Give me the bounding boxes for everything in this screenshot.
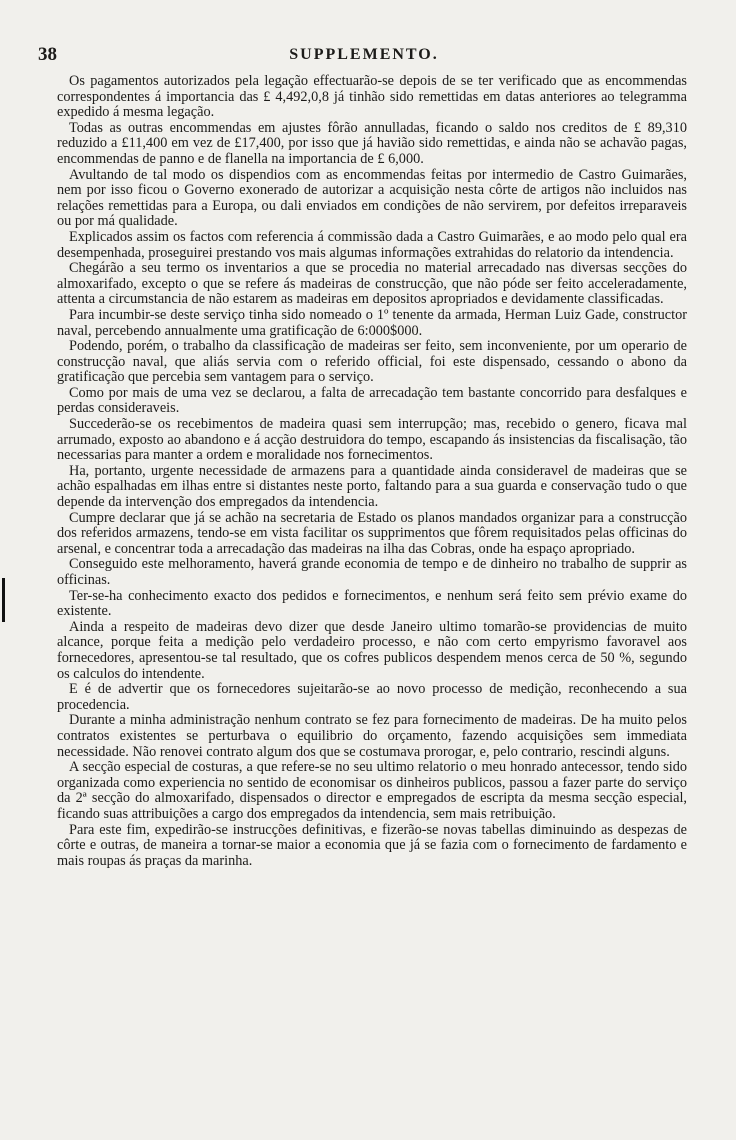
- paragraph: Todas as outras encommendas em ajustes fôrão annulladas, ficando o saldo nos creditos de £ 89,310 reduzido a £11,400 em vez de £17,400, por isso que já havião sido remettidas, e ainda não se achavão pagas, encommendas de panno e de flanella na importancia de £ 6,000.: [57, 119, 687, 167]
- paragraph: Succederão-se os recebimentos de madeira quasi sem interrupção; mas, recebido o genero, ficava mal arrumado, exposto ao abandono e á acção destruidora do tempo, escapando ás insistencias da fiscalisação, tão necessarias para manter a ordem e moralidade nos fornecimentos.: [57, 416, 687, 464]
- paragraph: Chegárão a seu termo os inventarios a que se procedia no material arrecadado nas diversas secções do almoxarifado, excepto o que se refere ás madeiras de construcção, que não póde ser feito acceleradamente, attenta a circumstancia de não estarem as madeiras em depositos apropriados e devidamente classificadas.: [57, 260, 687, 308]
- paragraph: Avultando de tal modo os dispendios com as encommendas feitas por intermedio de Castro Guimarães, nem por isso ficou o Governo exonerado de autorizar a acquisição nesta côrte de artigos não incluidos nas relações remettidas para a Europa, ou dali enviados em condições de não servirem, por defeitos irreparaveis ou por má qualidade.: [57, 166, 687, 230]
- body-text: [57, 74, 687, 869]
- paragraph: Ha, portanto, urgente necessidade de armazens para a quantidade ainda consideravel de madeiras que se achão espalhadas em ilhas entre si distantes neste porto, faltando para a sua guarda e conservação tudo o que depende da intervenção dos empregados da intendencia.: [57, 462, 687, 511]
- paragraph: Durante a minha administração nenhum contrato se fez para fornecimento de madeiras. De ha muito pelos contratos existentes se perturbava o equilibrio do orçamento, fazendo acquisições sem immediata necessidade. Não renovei contrato algum dos que se costumava prorogar, e, pelo contrario, rescindi alguns.: [57, 712, 687, 760]
- paragraph: Como por mais de uma vez se declarou, a falta de arrecadação tem bastante concorrido para desfalques e perdas consideraveis.: [57, 384, 687, 417]
- binding-mark: [2, 578, 5, 622]
- page-header: [38, 44, 690, 66]
- paragraph: Podendo, porém, o trabalho da classificação de madeiras ser feito, sem inconveniente, por um operario de construcção naval, que aliás servia com o referido official, foi este dispensado, cessando o abono da gratificação que percebia sem vantagem para o serviço.: [57, 338, 687, 386]
- paragraph: Ter-se-ha conhecimento exacto dos pedidos e fornecimentos, e nenhum será feito sem prévio exame do existente.: [57, 587, 687, 620]
- paragraph: Para este fim, expedirão-se instrucções definitivas, e fizerão-se novas tabellas diminuindo as despezas de côrte e outras, de maneira a tornar-se maior a economia que já se fazia com o fornecimento de fardamento e mais roupas ás praças da marinha.: [57, 821, 687, 869]
- paragraph: Conseguido este melhoramento, haverá grande economia de tempo e de dinheiro no trabalho de supprir as officinas.: [57, 556, 687, 588]
- page-number: 38: [38, 44, 57, 65]
- paragraph: Cumpre declarar que já se achão na secretaria de Estado os planos mandados organizar para a construcção dos referidos armazens, tendo-se em vista facilitar os supprimentos que fôrem requisitados pelas officinas do arsenal, e concentrar toda a arrecadação das madeiras na ilha das Cobras, onde ha espaço apropriado.: [57, 509, 687, 557]
- paragraph: Para incumbir-se deste serviço tinha sido nomeado o 1º tenente da armada, Herman Luiz Gade, constructor naval, percebendo annualmente uma gratificação de 6:000$000.: [57, 306, 687, 339]
- paragraph: A secção especial de costuras, a que refere-se no seu ultimo relatorio o meu honrado antecessor, tendo sido organizada como experiencia no sentido de economisar os dinheiros publicos, passou a fazer parte do serviço da 2ª secção do almoxarifado, dispensados o director e empregados de escripta da mesma secção especial, ficando suas attribuições a cargo dos empregados da intendencia, sem mais retribuição.: [57, 759, 687, 822]
- paragraph: Ainda a respeito de madeiras devo dizer que desde Janeiro ultimo tomarão-se providencias de muito alcance, porque feita a medição pelo verdadeiro processo, e não com certo empyrismo favoravel aos fornecedores, apresentou-se tal resultado, que os cofres publicos despendem menos cerca de 50 %, segundo os calculos do intendente.: [57, 618, 687, 682]
- paragraph: Explicados assim os factos com referencia á commissão dada a Castro Guimarães, e ao modo pelo qual era desempenhada, proseguirei prestando vos mais algumas informações extrahidas do relatorio da intendencia.: [57, 228, 687, 261]
- paragraph: E é de advertir que os fornecedores sujeitarão-se ao novo processo de medição, reconhecendo a sua procedencia.: [57, 681, 687, 713]
- paragraph: Os pagamentos autorizados pela legação effectuarão-se depois de se ter verificado que as encommendas correspondentes á importancia das £ 4,492,0,8 já tinhão sido remettidas em datas anteriores ao telegramma expedido á mesma legação.: [57, 73, 687, 121]
- running-title: SUPPLEMENTO.: [289, 46, 439, 63]
